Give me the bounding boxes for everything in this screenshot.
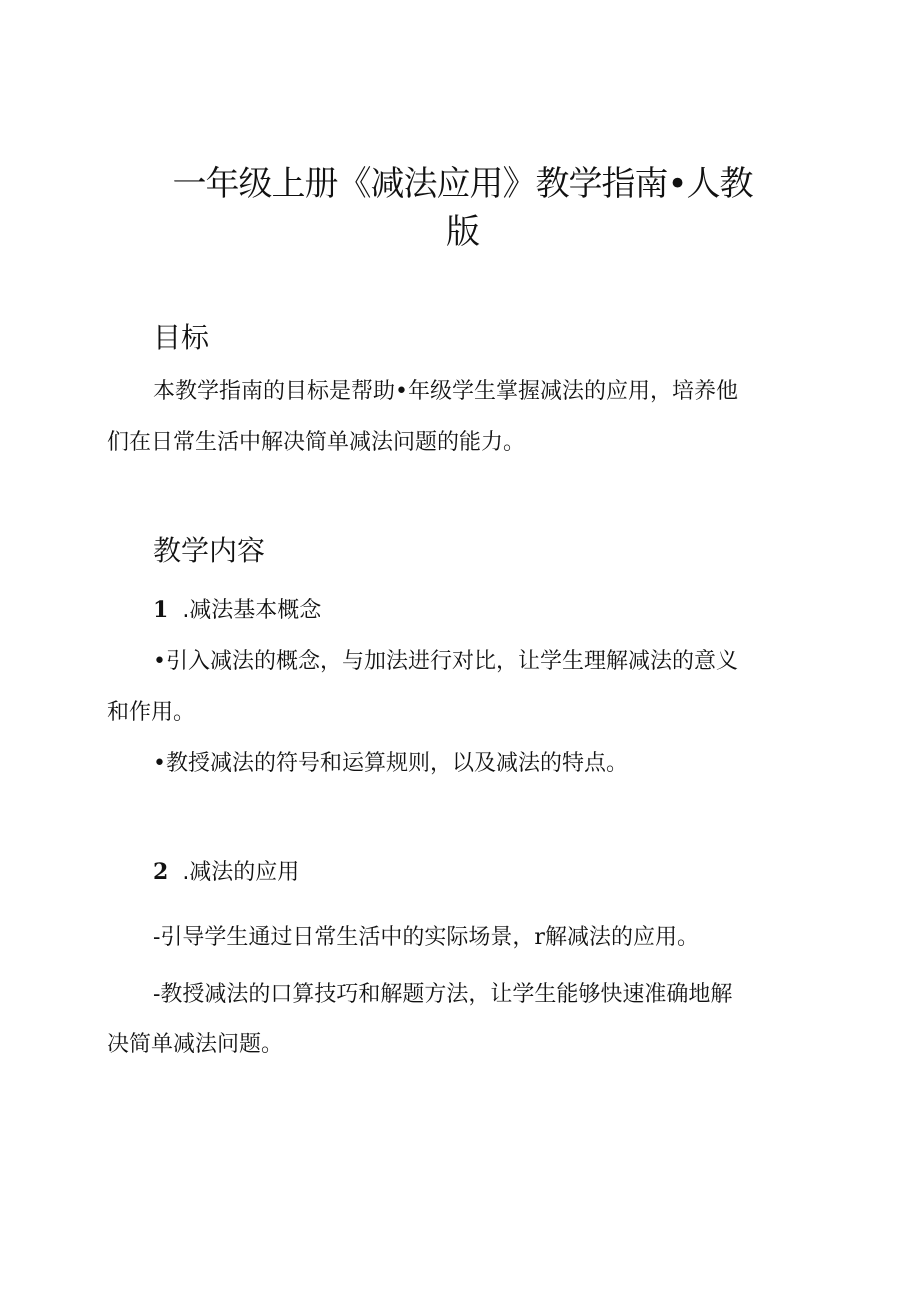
goal-text-line-1: 本教学指南的目标是帮助•年级学生掌握减法的应用，培养他	[153, 379, 738, 404]
section-1-title: .减法基本概念	[182, 598, 322, 623]
document-title	[150, 160, 775, 256]
section-1-heading	[153, 595, 321, 626]
section-1-item-2: •教授减法的符号和运算规则，以及减法的特点。	[153, 751, 628, 776]
section-2-title: .减法的应用	[182, 860, 300, 885]
goal-text-line-2: 们在日常生活中解决简单减法问题的能力。	[107, 430, 526, 455]
section-2-number: 2	[153, 859, 169, 885]
title-line-2: 版	[446, 212, 479, 252]
section-1-item-1-line-2: 和作用。	[107, 700, 196, 725]
section-1-number: 1	[153, 597, 169, 623]
title-line-1: 一年级上册《减法应用》教学指南•人教	[172, 164, 753, 204]
goal-heading: 目标	[153, 321, 210, 354]
section-2-item-1: -引导学生通过日常生活中的实际场景，r解减法的应用。	[153, 925, 699, 950]
section-1-item-1-line-1: •引入减法的概念，与加法进行对比，让学生理解减法的意义	[153, 649, 738, 674]
content-heading: 教学内容	[153, 534, 266, 567]
section-2-item-2-line-1: -教授减法的口算技巧和解题方法，让学生能够快速准确地解	[153, 982, 733, 1007]
section-2-item-2-line-2: 决简单减法问题。	[107, 1032, 284, 1057]
section-2-heading	[153, 857, 299, 888]
